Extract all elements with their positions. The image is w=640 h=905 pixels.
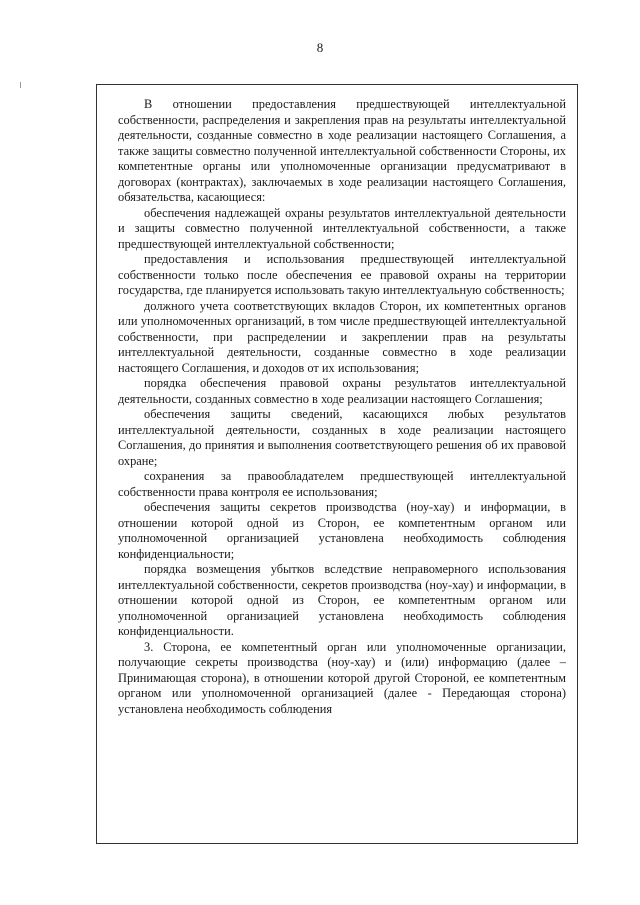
paragraph: обеспечения защиты секретов производства (ноу-хау) и информации, в отношении которой одной из Сторон, ее компетентным органом или уполномоченной организацией установлена необходимость соблюдения конфиденциальности; xyxy=(118,500,566,561)
paragraph: предоставления и использования предшествующей интеллектуальной собственности только после обеспечения ее правовой охраны на территории государства, где планируется использовать такую интеллектуальную собственность; xyxy=(118,252,566,297)
paragraph: сохранения за правообладателем предшествующей интеллектуальной собственности права контроля ее использования; xyxy=(118,469,566,499)
paragraph: обеспечения защиты сведений, касающихся любых результатов интеллектуальной деятельности, созданных в ходе реализации настоящего Соглашения, до принятия и выполнения соответствующего решения об их правовой охране; xyxy=(118,407,566,468)
page-number: 8 xyxy=(316,40,324,55)
paragraph: порядка обеспечения правовой охраны результатов интеллектуальной деятельности, созданных совместно в ходе реализации настоящего Соглашения; xyxy=(118,376,566,406)
paragraph: 3. Сторона, ее компетентный орган или уполномоченные организации, получающие секреты производства (ноу-хау) и (или) информацию (далее – Принимающая сторона), в отношении которой другой Стороной, ее компетентным органом или уполномоченной организацией (далее - Передающая сторона) установлена необходимость соблюдения xyxy=(118,639,566,716)
agreement-text xyxy=(118,97,566,717)
paragraph: В отношении предоставления предшествующей интеллектуальной собственности, распределения и закрепления прав на результаты интеллектуальной деятельности, созданные совместно в ходе реализации настоящего Соглашения, а также защиты совместно полученной интеллектуальной собственности Стороны, их компетентные органы или уполномоченные организации предусматривают в договорах (контрактах), заключаемых в ходе реализации настоящего Соглашения, обязательства, касающиеся: xyxy=(118,97,566,204)
paragraph: порядка возмещения убытков вследствие неправомерного использования интеллектуальной собственности, секретов производства (ноу-хау) и информации, в отношении которой одной из Сторон, ее компетентным органом или уполномоченной организацией установлена необходимость соблюдения конфиденциальности. xyxy=(118,562,566,638)
paragraph: обеспечения надлежащей охраны результатов интеллектуальной деятельности и защиты совместно полученной интеллектуальной собственности, а также предшествующей интеллектуальной собственности; xyxy=(118,205,566,251)
paragraph: должного учета соответствующих вкладов Сторон, их компетентных органов или уполномоченных организаций, в том числе предшествующей интеллектуальной собственности, при распределении и закреплении прав на результаты интеллектуальной деятельности, созданные совместно в ходе реализации настоящего Соглашения, и доходов от их использования; xyxy=(118,298,566,375)
margin-mark xyxy=(20,82,21,88)
